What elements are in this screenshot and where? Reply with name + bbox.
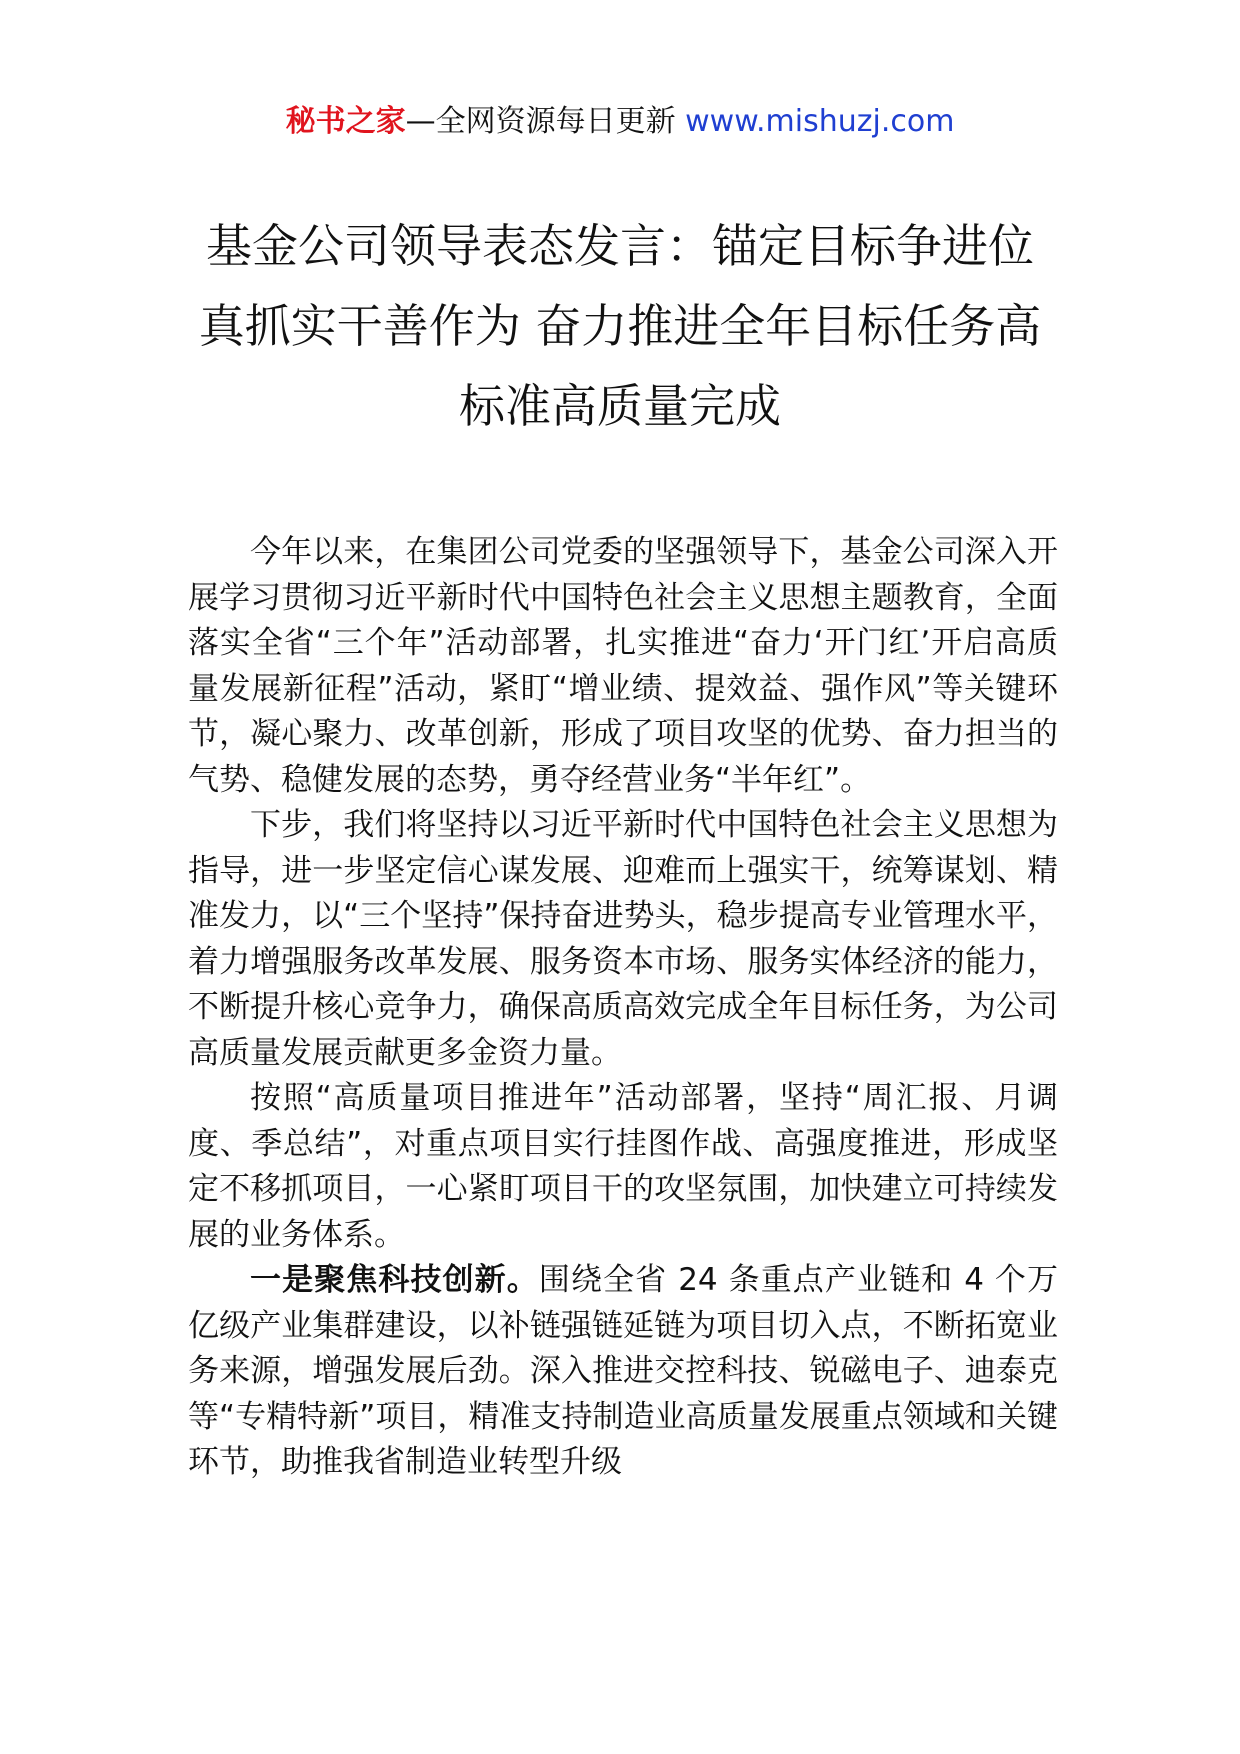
paragraph-3: 按照“高质量项目推进年”活动部署，坚持“周汇报、月调度、季总结”，对重点项目实行挂图作战、高强度推进，形成坚定不移抓项目，一心紧盯项目干的攻坚氛围，加快建立可持续发展的业务体系。 [188,1080,1058,1253]
document-title [120,206,1120,446]
paragraph-2: 下步，我们将坚持以习近平新时代中国特色社会主义思想为指导，进一步坚定信心谋发展、迎难而上强实干，统筹谋划、精准发力，以“三个坚持”保持奋进势头，稳步提高专业管理水平，着力增强服务改革发展、服务资本市场、服务实体经济的能力，不断提升核心竞争力，确保高质高效完成全年目标任务，为公司高质量发展贡献更多金资力量。 [188,807,1058,1071]
title-line-2: 真抓实干善作为 奋力推进全年目标任务高 [198,299,1042,353]
site-url-link[interactable]: www.mishuzj.com [685,104,955,139]
title-line-3: 标准高质量完成 [459,379,781,433]
paragraph-4-lead: 一是聚焦科技创新。 [250,1262,539,1298]
header-slogan: —全网资源每日更新 [405,104,676,139]
document-body [188,530,1058,1486]
paragraph-1: 今年以来，在集团公司党委的坚强领导下，基金公司深入开展学习贯彻习近平新时代中国特色社会主义思想主题教育，全面落实全省“三个年”活动部署，扎实推进“奋力‘开门红’开启高质量发展新征程”活动，紧盯“增业绩、提效益、强作风”等关键环节，凝心聚力、改革创新，形成了项目攻坚的优势、奋力担当的气势、稳健发展的态势，勇夺经营业务“半年红”。 [188,534,1058,798]
paragraph-4-text: 围绕全省 24 条重点产业链和 4 个万亿级产业集群建设，以补链强链延链为项目切入点，不断拓宽业务来源，增强发展后劲。深入推进交控科技、锐磁电子、迪泰克等“专精特新”项目，精准支持制造业高质量发展重点领域和关键环节，助推我省制造业转型升级 [188,1262,1058,1480]
title-line-1: 基金公司领导表态发言：锚定目标争进位 [206,219,1034,273]
site-header [0,100,1240,144]
brand-name: 秘书之家 [285,104,406,139]
paragraph-4 [188,1258,1058,1486]
